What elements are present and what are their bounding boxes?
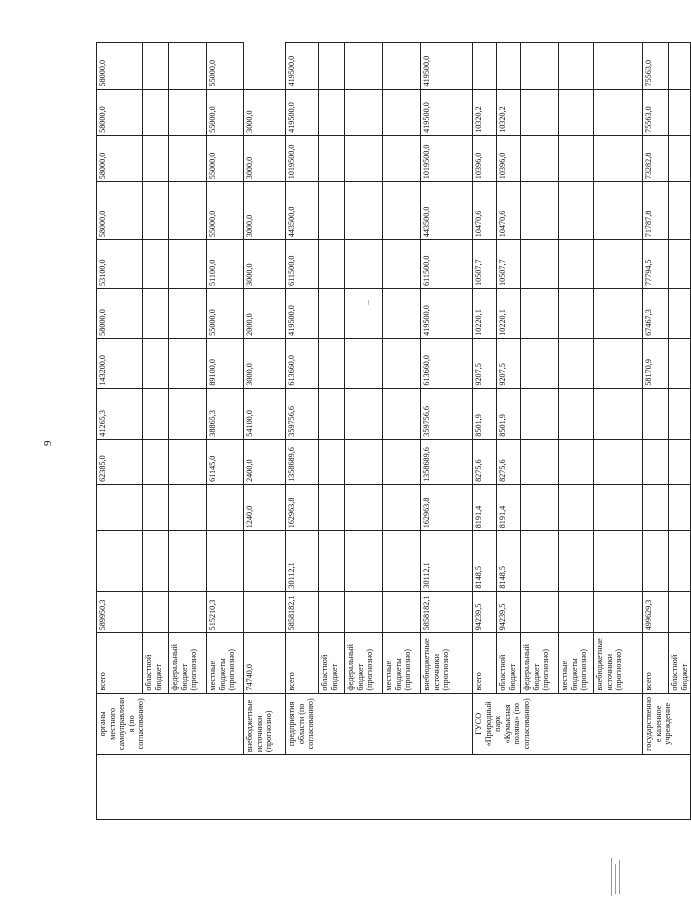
value-cell: [319, 89, 345, 135]
value-cell: [559, 288, 594, 338]
value-cell: 162963,8: [421, 484, 473, 530]
value-cell: 2400,0: [244, 439, 286, 484]
value-cell: [383, 439, 421, 484]
value-cell: [594, 591, 643, 633]
value-cell: 589950,3: [97, 591, 143, 633]
value-cell: [143, 388, 169, 439]
value-cell: [521, 240, 559, 289]
value-cell: [207, 484, 244, 530]
value-cell: [244, 591, 286, 633]
value-cell: 10396,0: [473, 135, 497, 181]
value-cell: 515210,3: [207, 591, 244, 633]
value-cell: [521, 388, 559, 439]
budget-table: [96, 42, 691, 820]
value-cell: 2000,0: [244, 288, 286, 338]
value-cell: 75563,0: [643, 89, 669, 135]
value-cell: [521, 591, 559, 633]
value-cell: [559, 338, 594, 388]
value-cell: [669, 43, 691, 90]
value-cell: [383, 388, 421, 439]
value-cell: [559, 182, 594, 240]
funding-source-cell: местные бюджеты (прогнозно): [207, 633, 244, 693]
value-cell: 8148,5: [473, 531, 497, 591]
value-cell: 8275,6: [497, 439, 521, 484]
scan-edge-marks: [609, 858, 621, 898]
value-cell: 58000,0: [97, 89, 143, 135]
value-cell: 611500,0: [421, 240, 473, 289]
value-cell: [559, 240, 594, 289]
executor-cell: органы местного самоуправления (по согласованию): [97, 693, 244, 754]
value-cell: [594, 240, 643, 289]
value-cell: [169, 591, 207, 633]
value-cell: 62385,0: [97, 439, 143, 484]
value-cell: 1240,0: [244, 484, 286, 530]
executor-cell: государственное казенное учреждение: [643, 693, 691, 754]
value-cell: 10507,7: [497, 240, 521, 289]
value-cell: 41265,3: [97, 388, 143, 439]
value-cell: [559, 388, 594, 439]
value-cell: 53100,0: [97, 240, 143, 289]
value-cell: 51100,0: [207, 240, 244, 289]
value-cell: [319, 439, 345, 484]
value-cell: [594, 531, 643, 591]
value-cell: 75563,0: [643, 43, 669, 90]
page-number: 9: [42, 440, 54, 446]
value-cell: 61145,0: [207, 439, 244, 484]
value-cell: [143, 439, 169, 484]
value-cell: [97, 484, 143, 530]
value-cell: 58000,0: [97, 135, 143, 181]
value-cell: [669, 135, 691, 181]
value-cell: 10396,0: [497, 135, 521, 181]
value-cell: [345, 182, 383, 240]
value-cell: 613660,0: [286, 338, 319, 388]
value-cell: 38865,3: [207, 388, 244, 439]
value-cell: 499629,3: [643, 591, 669, 633]
value-cell: [383, 240, 421, 289]
funding-source-cell: местные бюджеты (прогнозно): [559, 633, 594, 693]
value-cell: [143, 43, 169, 90]
value-cell: [559, 591, 594, 633]
value-cell: [669, 484, 691, 530]
rotated-table-wrapper: [96, 42, 689, 820]
value-cell: 10320,2: [497, 89, 521, 135]
value-cell: [143, 591, 169, 633]
value-cell: [559, 89, 594, 135]
value-cell: 67467,3: [643, 288, 669, 338]
blank-left-column: [97, 755, 691, 820]
value-cell: 73282,8: [643, 135, 669, 181]
value-cell: [169, 89, 207, 135]
value-cell: 5858182,1: [421, 591, 473, 633]
value-cell: [497, 43, 521, 90]
value-cell: [559, 531, 594, 591]
value-cell: [169, 338, 207, 388]
value-cell: 3000,0: [244, 338, 286, 388]
value-cell: [319, 388, 345, 439]
executor-cell: ГУСО «Природный парк «Кумысная поляна» (по согласованию): [473, 693, 643, 754]
value-cell: 55000,0: [207, 288, 244, 338]
value-cell: [143, 531, 169, 591]
value-cell: [345, 89, 383, 135]
value-cell: [669, 240, 691, 289]
value-cell: [169, 288, 207, 338]
value-cell: [594, 43, 643, 90]
value-cell: [345, 240, 383, 289]
value-cell: 359756,6: [286, 388, 319, 439]
value-cell: [669, 288, 691, 338]
funding-source-cell: внебюджетные источники (прогнозно): [594, 633, 643, 693]
value-cell: 443500,0: [421, 182, 473, 240]
table-row: [473, 43, 497, 820]
value-cell: [521, 135, 559, 181]
value-cell: [521, 43, 559, 90]
funding-source-cell: внебюджетные источники (прогнозно): [244, 693, 286, 754]
value-cell: 1019500,0: [286, 135, 319, 181]
value-cell: [594, 388, 643, 439]
value-cell: [594, 484, 643, 530]
value-cell: [345, 484, 383, 530]
value-cell: 8275,6: [473, 439, 497, 484]
value-cell: [169, 135, 207, 181]
value-cell: [594, 338, 643, 388]
value-cell: 9207,5: [497, 338, 521, 388]
value-cell: 55000,0: [207, 43, 244, 90]
value-cell: [319, 484, 345, 530]
value-cell: [669, 182, 691, 240]
value-cell: [244, 531, 286, 591]
value-cell: [521, 89, 559, 135]
value-cell: [169, 439, 207, 484]
value-cell: 58000,0: [97, 182, 143, 240]
value-cell: 10470,6: [497, 182, 521, 240]
value-cell: [345, 439, 383, 484]
value-cell: 611500,0: [286, 240, 319, 289]
value-cell: [319, 43, 345, 90]
value-cell: [319, 288, 345, 338]
value-cell: [207, 531, 244, 591]
value-cell: [521, 288, 559, 338]
value-cell: [143, 135, 169, 181]
value-cell: 8148,5: [497, 531, 521, 591]
value-cell: 3000,0: [244, 135, 286, 181]
value-cell: [383, 43, 421, 90]
value-cell: 1019500,0: [421, 135, 473, 181]
value-cell: [559, 439, 594, 484]
value-cell: [521, 531, 559, 591]
value-cell: 58170,9: [643, 338, 669, 388]
value-cell: [319, 591, 345, 633]
value-cell: 30112,1: [286, 531, 319, 591]
value-cell: 1358689,6: [286, 439, 319, 484]
value-cell: 10220,1: [473, 288, 497, 338]
value-cell: 94239,5: [497, 591, 521, 633]
value-cell: [319, 182, 345, 240]
value-cell: 94239,5: [473, 591, 497, 633]
funding-source-cell: федеральный бюджет (прогнозно): [345, 633, 383, 693]
value-cell: 71787,8: [643, 182, 669, 240]
value-cell: 3000,0: [244, 182, 286, 240]
value-cell: 143200,0: [97, 338, 143, 388]
table-row: [286, 43, 319, 820]
value-cell: [383, 484, 421, 530]
value-cell: [594, 288, 643, 338]
value-cell: [669, 531, 691, 591]
value-cell: [143, 338, 169, 388]
value-cell: [169, 182, 207, 240]
value-cell: [559, 43, 594, 90]
value-cell: [559, 135, 594, 181]
table-row: [97, 43, 143, 820]
value-cell: 419500,0: [286, 89, 319, 135]
value-cell: 8501,9: [473, 388, 497, 439]
value-cell: [559, 484, 594, 530]
funding-source-cell: областной бюджет: [143, 633, 169, 693]
value-cell: [521, 182, 559, 240]
funding-source-cell: областной бюджет: [497, 633, 521, 693]
value-cell: 8191,4: [497, 484, 521, 530]
table-row: [643, 43, 669, 820]
value-cell: 1358689,6: [421, 439, 473, 484]
value-cell: 55000,0: [207, 182, 244, 240]
value-cell: [669, 591, 691, 633]
value-cell: [345, 288, 383, 338]
value-cell: 8191,4: [473, 484, 497, 530]
value-cell: [383, 338, 421, 388]
value-cell: [643, 531, 669, 591]
value-cell: 74740,0: [244, 633, 286, 693]
funding-source-cell: федеральный бюджет (прогнозно): [521, 633, 559, 693]
value-cell: [594, 439, 643, 484]
value-cell: 419500,0: [421, 288, 473, 338]
value-cell: [521, 439, 559, 484]
value-cell: [383, 89, 421, 135]
value-cell: [521, 338, 559, 388]
value-cell: [143, 240, 169, 289]
value-cell: [383, 591, 421, 633]
value-cell: [169, 43, 207, 90]
value-cell: 10470,6: [473, 182, 497, 240]
value-cell: [169, 388, 207, 439]
value-cell: 9207,5: [473, 338, 497, 388]
value-cell: [473, 43, 497, 90]
value-cell: [669, 388, 691, 439]
value-cell: 10507,7: [473, 240, 497, 289]
value-cell: [345, 338, 383, 388]
value-cell: [383, 182, 421, 240]
value-cell: [669, 338, 691, 388]
value-cell: 10220,1: [497, 288, 521, 338]
funding-source-cell: федеральный бюджет (прогнозно): [169, 633, 207, 693]
value-cell: [319, 531, 345, 591]
value-cell: [521, 484, 559, 530]
value-cell: [383, 531, 421, 591]
value-cell: [643, 484, 669, 530]
value-cell: [345, 591, 383, 633]
funding-source-cell: всего: [97, 633, 143, 693]
value-cell: 162963,8: [286, 484, 319, 530]
funding-source-cell: внебюджетные источники (прогнозно): [421, 633, 473, 693]
value-cell: 58000,0: [97, 288, 143, 338]
funding-source-cell: всего: [473, 633, 497, 693]
value-cell: 55000,0: [207, 89, 244, 135]
value-cell: [383, 288, 421, 338]
value-cell: 58000,0: [97, 43, 143, 90]
value-cell: [643, 388, 669, 439]
value-cell: [169, 484, 207, 530]
value-cell: [643, 439, 669, 484]
value-cell: [383, 135, 421, 181]
value-cell: 55000,0: [207, 135, 244, 181]
value-cell: [345, 531, 383, 591]
value-cell: [345, 388, 383, 439]
value-cell: [594, 135, 643, 181]
value-cell: [169, 531, 207, 591]
value-cell: [345, 135, 383, 181]
value-cell: 419500,0: [286, 288, 319, 338]
value-cell: [594, 89, 643, 135]
value-cell: [319, 240, 345, 289]
value-cell: 443500,0: [286, 182, 319, 240]
funding-source-cell: всего: [286, 633, 319, 693]
value-cell: [97, 531, 143, 591]
value-cell: 77794,5: [643, 240, 669, 289]
table-row: [244, 43, 286, 820]
value-cell: 5858182,1: [286, 591, 319, 633]
value-cell: 419500,0: [286, 43, 319, 90]
value-cell: [169, 240, 207, 289]
value-cell: 419500,0: [421, 43, 473, 90]
value-cell: [345, 43, 383, 90]
value-cell: 89100,0: [207, 338, 244, 388]
value-cell: 3000,0: [244, 240, 286, 289]
value-cell: 613660,0: [421, 338, 473, 388]
value-cell: 10320,2: [473, 89, 497, 135]
value-cell: [594, 182, 643, 240]
value-cell: [143, 182, 169, 240]
value-cell: 8501,9: [497, 388, 521, 439]
funding-source-cell: областной бюджет: [319, 633, 345, 693]
executor-cell: предприятия области (по согласованию): [286, 693, 473, 754]
funding-source-cell: областной бюджет: [669, 633, 691, 693]
value-cell: [143, 89, 169, 135]
value-cell: [319, 135, 345, 181]
value-cell: [319, 338, 345, 388]
value-cell: 359756,6: [421, 388, 473, 439]
value-cell: [669, 439, 691, 484]
funding-source-cell: местные бюджеты (прогнозно): [383, 633, 421, 693]
value-cell: 3000,0: [244, 89, 286, 135]
value-cell: [143, 288, 169, 338]
value-cell: 419500,0: [421, 89, 473, 135]
value-cell: [669, 89, 691, 135]
value-cell: 54100,0: [244, 388, 286, 439]
value-cell: [143, 484, 169, 530]
value-cell: 30112,1: [421, 531, 473, 591]
funding-source-cell: всего: [643, 633, 669, 693]
